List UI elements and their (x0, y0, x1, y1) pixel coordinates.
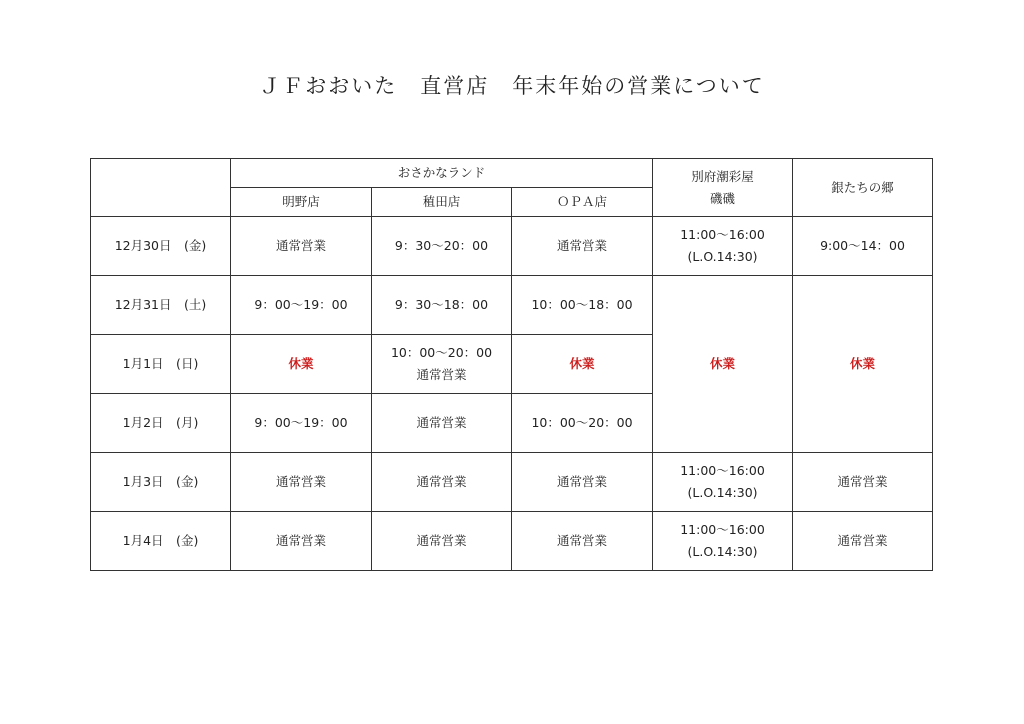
cell-akeno-closed: 休業 (231, 335, 372, 394)
cell-opa-closed: 休業 (512, 335, 653, 394)
date-cell: 1月1日 (日) (91, 335, 231, 394)
beppu-last-order: (L.O.14:30) (687, 485, 758, 500)
cell-opa: 10：00〜20：00 (512, 394, 653, 453)
header-osakana-land: おさかなランド (231, 159, 653, 188)
cell-opa: 通常営業 (512, 217, 653, 276)
beppu-hours: 11:00〜16:00 (680, 463, 765, 478)
cell-gin: 9:00〜14：00 (793, 217, 933, 276)
header-beppu-line2: 磯磯 (710, 190, 736, 206)
cell-wasada (372, 335, 512, 394)
cell-wasada: 通常営業 (372, 394, 512, 453)
date-cell: 1月3日 (金) (91, 453, 231, 512)
beppu-last-order: (L.O.14:30) (687, 249, 758, 264)
page-title: ＪＦおおいた 直営店 年末年始の営業について (259, 74, 765, 98)
table-row (91, 217, 933, 276)
cell-akeno: 通常営業 (231, 453, 372, 512)
cell-wasada: 通常営業 (372, 453, 512, 512)
table-row (91, 453, 933, 512)
wasada-hours: 10：00〜20：00 (390, 345, 493, 360)
schedule-table (90, 158, 933, 571)
cell-opa: 10：00〜18：00 (512, 276, 653, 335)
date-cell: 1月4日 (金) (91, 512, 231, 571)
beppu-hours: 11:00〜16:00 (680, 227, 765, 242)
header-gintachi-no-sato: 銀たちの郷 (793, 159, 933, 217)
beppu-hours: 11:00〜16:00 (680, 522, 765, 537)
cell-beppu-closed: 休業 (653, 276, 793, 453)
header-beppu-shiosaiya (653, 159, 793, 217)
cell-gin: 通常営業 (793, 453, 933, 512)
beppu-last-order: (L.O.14:30) (687, 544, 758, 559)
cell-beppu (653, 512, 793, 571)
table-row (91, 276, 933, 335)
date-cell: 12月31日 (土) (91, 276, 231, 335)
cell-akeno: 9：00〜19：00 (231, 276, 372, 335)
header-corner-cell (91, 159, 231, 217)
cell-akeno: 通常営業 (231, 217, 372, 276)
date-cell: 12月30日 (金) (91, 217, 231, 276)
cell-opa: 通常営業 (512, 512, 653, 571)
cell-wasada: 9：30〜20：00 (372, 217, 512, 276)
header-store-akeno: 明野店 (231, 188, 372, 217)
header-store-wasada: 稙田店 (372, 188, 512, 217)
wasada-note: 通常営業 (416, 367, 467, 382)
cell-gin: 通常営業 (793, 512, 933, 571)
date-cell: 1月2日 (月) (91, 394, 231, 453)
cell-gin-closed: 休業 (793, 276, 933, 453)
cell-wasada: 9：30〜18：00 (372, 276, 512, 335)
cell-akeno: 通常営業 (231, 512, 372, 571)
cell-beppu (653, 453, 793, 512)
cell-beppu (653, 217, 793, 276)
header-store-opa: ＯＰＡ店 (512, 188, 653, 217)
cell-opa: 通常営業 (512, 453, 653, 512)
cell-wasada: 通常営業 (372, 512, 512, 571)
table-row (91, 512, 933, 571)
header-row (91, 159, 933, 188)
cell-akeno: 9：00〜19：00 (231, 394, 372, 453)
header-beppu-line1: 別府潮彩屋 (691, 168, 754, 184)
